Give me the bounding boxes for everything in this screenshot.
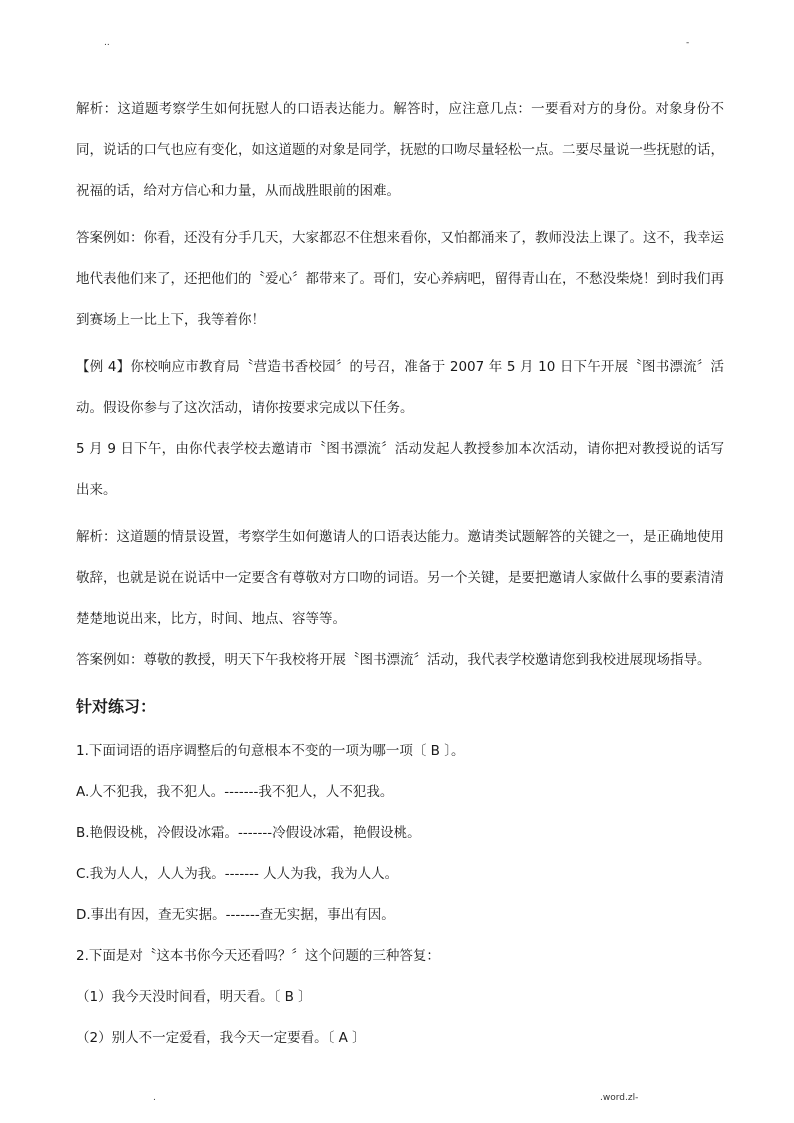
footer-left-mark: . xyxy=(153,1093,156,1103)
analysis-paragraph-2: 解析：这道题的情景设置，考察学生如何邀请人的口语表达能力。邀请类试题解答的关键之一，是正确地使用敬辞，也就是说在说话中一定要含有尊敬对方口吻的词语。另一个关键，是要把邀请人家做什么事的要素清清楚楚地说出来，比方，时间、地点、容等等。 xyxy=(76,529,724,627)
example-4-paragraph xyxy=(76,347,724,429)
answer-paragraph-2: 答案例如：尊敬的教授，明天下午我校将开展〝图书漂流〞活动，我代表学校邀请您到我校进展现场指导。 xyxy=(76,652,711,668)
header-right-mark: - xyxy=(686,38,690,48)
document-body xyxy=(76,89,724,1059)
task-paragraph: 5 月 9 日下午，由你代表学校去邀请市〝图书漂流〞活动发起人教授参加本次活动，请你把对教授说的话写出来。 xyxy=(76,441,724,498)
question-1-option-d: D.事出有因，查无实据。-------查无实据，事出有因。 xyxy=(76,907,395,923)
analysis-paragraph-1: 解析：这道题考察学生如何抚慰人的口语表达能力。解答时，应注意几点：一要看对方的身份。对象身份不同，说话的口气也应有变化，如这道题的对象是同学，抚慰的口吻尽量轻松一点。二要尽量说一些抚慰的话，祝福的话，给对方信心和力量，从而战胜眼前的困难。 xyxy=(76,101,724,199)
question-2: 2.下面是对〝这本书你今天还看吗？〞这个问题的三种答复： xyxy=(76,948,440,964)
header-left-mark: .. xyxy=(104,38,110,48)
practice-heading: 针对练习： xyxy=(76,697,157,716)
question-2-answer-2: （2）别人不一定爱看，我今天一定要看。〔 A 〕 xyxy=(76,1030,366,1046)
answer-paragraph-1: 答案例如：你看，还没有分手几天，大家都忍不住想来看你，又怕都涌来了，教师没法上课了。这不，我幸运地代表他们来了，还把他们的〝爱心〞都带来了。哥们，安心养病吧，留得青山在，不愁没柴烧！到时我们再到赛场上一比上下，我等着你！ xyxy=(76,230,724,328)
example-4-text: 你校响应市教育局〝营造书香校园〞的号召，准备于 2007 年 5 月 10 日下午开展〝图书漂流〞活动。假设你参与了这次活动，请你按要求完成以下任务。 xyxy=(76,359,724,416)
question-2-answer-1: （1）我今天没时间看，明天看。〔 B 〕 xyxy=(76,989,312,1005)
question-1-option-c: C.我为人人，人人为我。------- 人人为我，我为人人。 xyxy=(76,866,399,882)
question-1-option-a: A.人不犯我，我不犯人。-------我不犯人，人不犯我。 xyxy=(76,784,394,800)
question-1: 1.下面词语的语序调整后的句意根本不变的一项为哪一项〔 B 〕。 xyxy=(76,743,465,759)
example-4-tag: 【例 4】 xyxy=(76,359,131,375)
footer-right-text: .word.zl- xyxy=(600,1093,639,1103)
question-1-option-b: B.艳假设桃，冷假设冰霜。-------冷假设冰霜，艳假设桃。 xyxy=(76,825,421,841)
